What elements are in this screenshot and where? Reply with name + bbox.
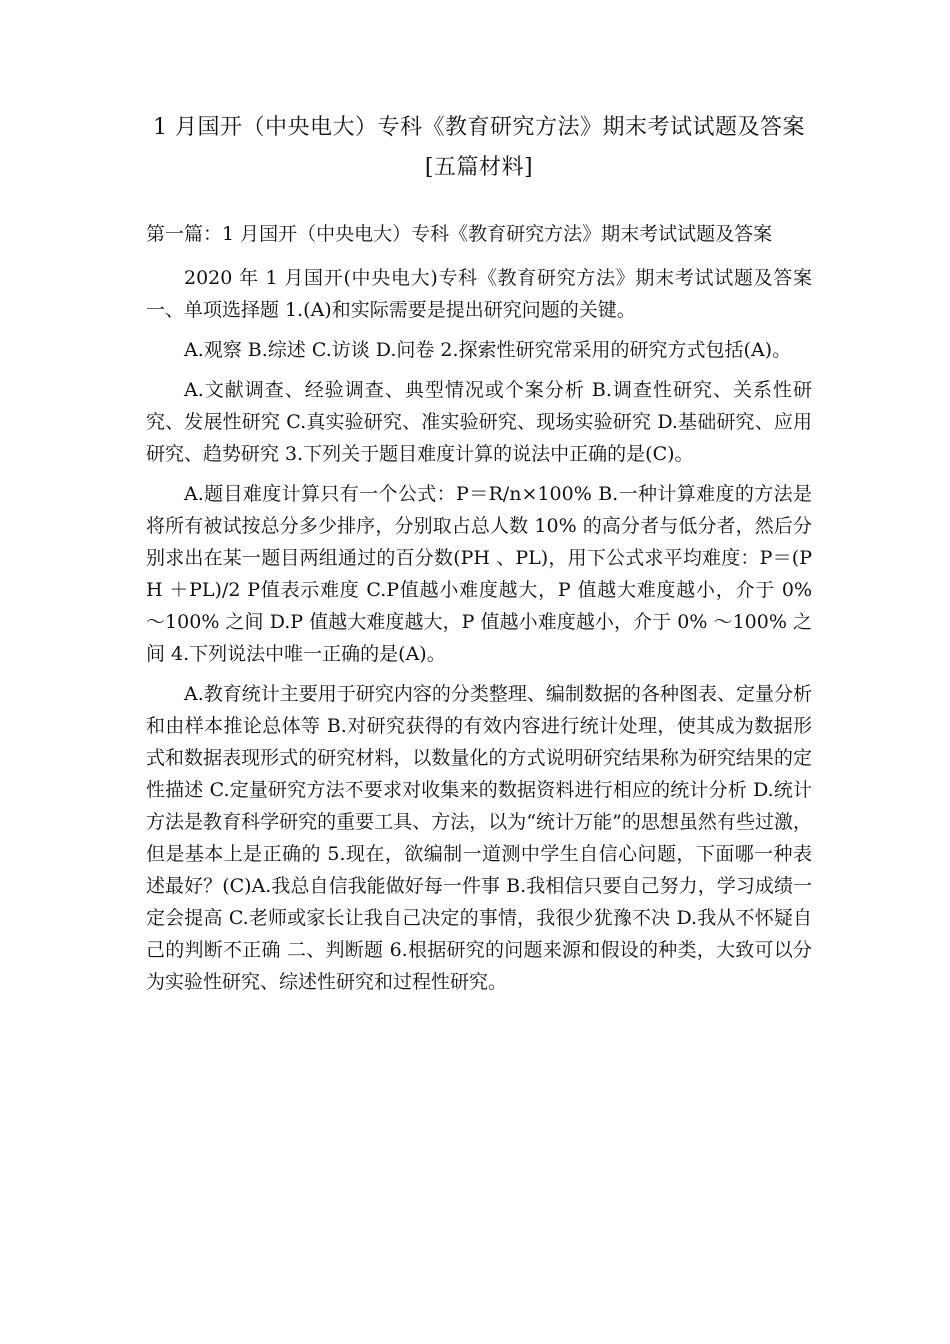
paragraph-5: A.教育统计主要用于研究内容的分类整理、编制数据的各种图表、定量分析和由样本推论总体等 B.对研究获得的有效内容进行统计处理，使其成为数据形式和数据表现形式的研究材料，以数量化的方式说明研究结果称为研究结果的定性描述 C.定量研究方法不要求对收集来的数据资料进行相应的统计分析 D.统计方法是教育科学研究的重要工具、方法，以为“统计万能”的思想虽然有些过激，但是基本上是正确的 5.现在，欲编制一道测中学生自信心问题，下面哪一种表述最好？(C)A.我总自信我能做好每一件事 B.我相信只要自己努力，学习成绩一定会提高 C.老师或家长让我自己决定的事情，我很少犹豫不决 D.我从不怀疑自己的判断不正确 二、判断题 6.根据研究的问题来源和假设的种类，大致可以分为实验性研究、综述性研究和过程性研究。 <box>146 683 812 993</box>
paragraph-2: A.观察 B.综述 C.访谈 D.问卷 2.探索性研究常采用的研究方式包括(A)。 <box>184 339 792 361</box>
section-heading: 第一篇：1 月国开（中央电大）专科《教育研究方法》期末考试试题及答案 <box>146 223 773 245</box>
paragraph-1: 2020 年 1 月国开(中央电大)专科《教育研究方法》期末考试试题及答案 一、单项选择题 1.(A)和实际需要是提出研究问题的关键。 <box>146 267 812 321</box>
paragraph-3: A.文献调查、经验调查、典型情况或个案分析 B.调查性研究、关系性研究、发展性研究 C.真实验研究、准实验研究、现场实验研究 D.基础研究、应用研究、趋势研究 3.下列关于题目难度计算的说法中正确的是(C)。 <box>146 379 812 465</box>
paragraph-4: A.题目难度计算只有一个公式：P＝R/n×100% B.一种计算难度的方法是将所有被试按总分多少排序，分别取占总人数 10% 的高分者与低分者，然后分别求出在某一题目两组通过的百分数(PH 、PL)，用下公式求平均难度：P＝(PH ＋PL)/2 P值表示难度 C.P值越小难度越大，P 值越大难度越小，介于 0% ～100% 之间 D.P 值越大难度越大，P 值越小难度越小，介于 0% ～100% 之间 4.下列说法中唯一正确的是(A)。 <box>146 483 812 665</box>
document-title: 1 月国开（中央电大）专科《教育研究方法》期末考试试题及答案[五篇材料] <box>153 115 805 180</box>
